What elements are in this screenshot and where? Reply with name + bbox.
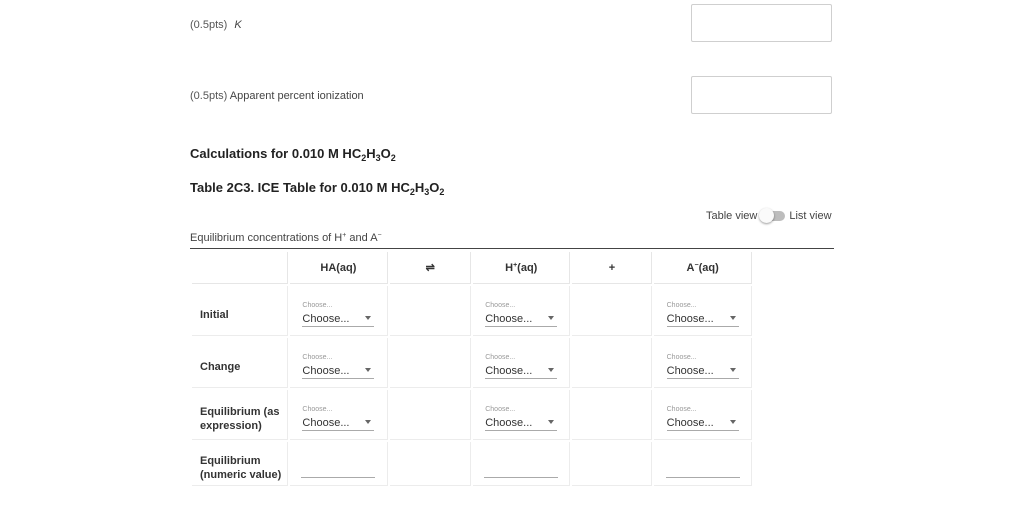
- column-header-a: A−(aq): [654, 252, 751, 284]
- caret-down-icon: [365, 368, 371, 372]
- points-label: (0.5pts): [190, 90, 228, 102]
- caret-down-icon: [730, 420, 736, 424]
- caption-divider: [190, 248, 834, 249]
- cell-ha-numeric: [290, 442, 389, 486]
- cell-h-numeric: [473, 442, 570, 486]
- caret-down-icon: [730, 316, 736, 320]
- cell-h-change: [473, 338, 570, 388]
- caret-down-icon: [365, 420, 371, 424]
- row-label: Initial: [192, 286, 288, 336]
- caret-down-icon: [548, 420, 554, 424]
- h-equilibrium-select[interactable]: Choose... Choose...: [485, 398, 557, 431]
- caret-down-icon: [730, 368, 736, 372]
- question-label: Apparent percent ionization: [229, 90, 364, 102]
- plus-header: +: [572, 252, 652, 284]
- h-change-select[interactable]: Choose... Choose...: [485, 346, 557, 379]
- calculations-heading: Calculations for 0.010 M $HC_2H_3O_2$: [190, 146, 396, 163]
- percent-ionization-input[interactable]: [691, 76, 832, 114]
- equilibrium-arrow-icon: ⇌: [390, 252, 471, 284]
- table-view-label: Table view: [706, 210, 758, 222]
- cell-h-equilibrium: [473, 390, 570, 440]
- caret-down-icon: [548, 316, 554, 320]
- cell-plus: [572, 338, 652, 388]
- cell-arrow: [390, 338, 471, 388]
- cell-plus: [572, 390, 652, 440]
- corner-header: [192, 252, 288, 284]
- view-toggle: [706, 210, 832, 222]
- caret-down-icon: [365, 316, 371, 320]
- a-initial-select[interactable]: Choose... Choose...: [667, 294, 739, 327]
- ha-numeric-input[interactable]: [301, 460, 375, 478]
- h-numeric-input[interactable]: [484, 460, 558, 478]
- question-label: K: [234, 19, 242, 31]
- cell-a-initial: [654, 286, 751, 336]
- question-percent-ionization: [190, 90, 364, 102]
- ha-change-select[interactable]: Choose... Choose...: [302, 346, 374, 379]
- table-caption: Equilibrium concentrations of H+ and A−: [190, 232, 382, 244]
- cell-a-equilibrium: [654, 390, 751, 440]
- table-header-row: [192, 252, 832, 284]
- caret-down-icon: [548, 368, 554, 372]
- row-label: Equilibrium (as expression): [192, 390, 288, 440]
- h-initial-select[interactable]: Choose... Choose...: [485, 294, 557, 327]
- table-heading: Table 2C3. ICE Table for 0.010 M $HC_2H_3O_2$: [190, 180, 445, 197]
- k-answer-input[interactable]: [691, 4, 832, 42]
- column-header-h: H+(aq): [473, 252, 570, 284]
- cell-a-numeric: [654, 442, 751, 486]
- list-view-label: List view: [789, 210, 832, 222]
- cell-plus: [572, 442, 652, 486]
- cell-h-initial: [473, 286, 570, 336]
- view-toggle-switch[interactable]: [763, 211, 785, 221]
- cell-ha-equilibrium: [290, 390, 389, 440]
- column-header-ha: HA(aq): [290, 252, 389, 284]
- a-equilibrium-select[interactable]: Choose... Choose...: [667, 398, 739, 431]
- cell-plus: [572, 286, 652, 336]
- a-change-select[interactable]: Choose... Choose...: [667, 346, 739, 379]
- question-k: [190, 19, 242, 31]
- ice-table: [190, 250, 834, 488]
- toggle-knob: [759, 208, 774, 223]
- row-label: Equilibrium (numeric value): [192, 442, 288, 486]
- cell-arrow: [390, 442, 471, 486]
- cell-a-change: [654, 338, 751, 388]
- a-numeric-input[interactable]: [666, 460, 740, 478]
- ha-initial-select[interactable]: Choose... Choose...: [302, 294, 374, 327]
- cell-arrow: [390, 390, 471, 440]
- table-row-initial: [192, 286, 832, 336]
- row-label: Change: [192, 338, 288, 388]
- cell-ha-initial: [290, 286, 389, 336]
- table-row-equilibrium-expression: [192, 390, 832, 440]
- cell-arrow: [390, 286, 471, 336]
- cell-ha-change: [290, 338, 389, 388]
- table-row-equilibrium-numeric: [192, 442, 832, 486]
- points-label: (0.5pts): [190, 19, 228, 31]
- table-row-change: [192, 338, 832, 388]
- ha-equilibrium-select[interactable]: Choose... Choose...: [302, 398, 374, 431]
